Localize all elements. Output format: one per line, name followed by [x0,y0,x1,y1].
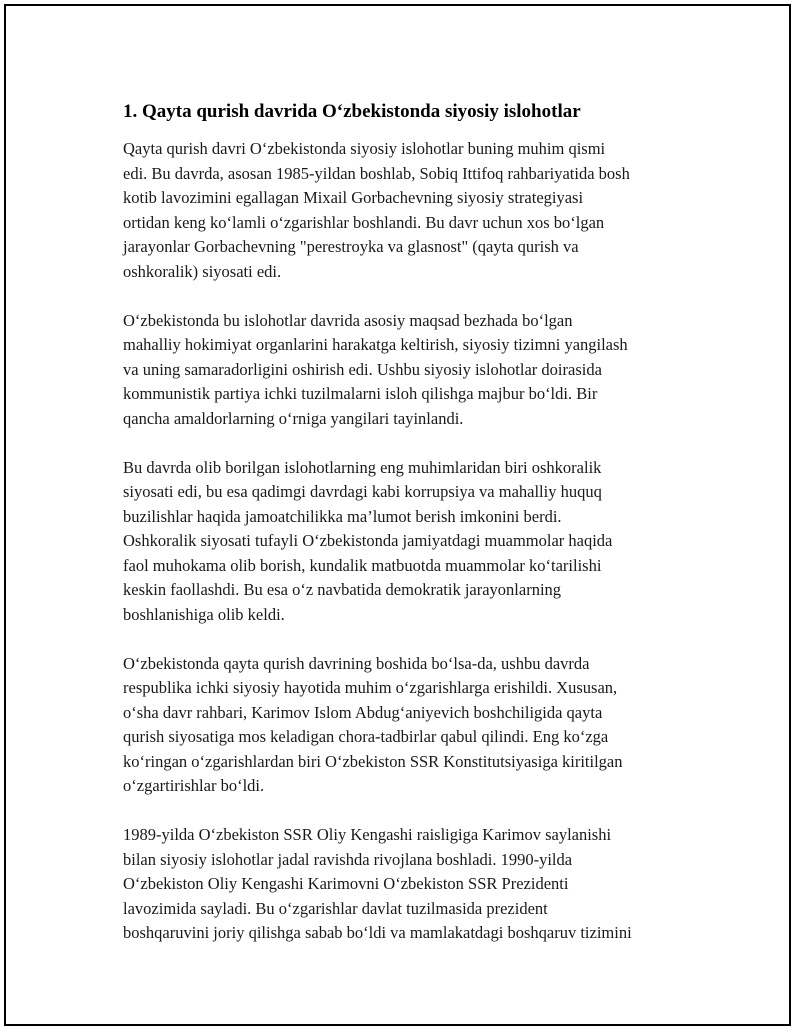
paragraph-5 [123,823,703,946]
paragraph-line: faol muhokama olib borish, kundalik matbuotda muammolar ko‘tarilishi [123,555,602,575]
paragraph-line: 1989-yilda O‘zbekiston SSR Oliy Kengashi raisligiga Karimov saylanishi [123,825,612,844]
paragraph-line: O‘zbekistonda bu islohotlar davrida asosiy maqsad bezhada bo‘lgan [123,310,573,330]
paragraph-line: siyosati edi, bu esa qadimgi davrdagi kabi korrupsiya va mahalliy huquq [123,482,602,501]
paragraph-line: respublika ichki siyosiy hayotida muhim o‘zgarishlarga erishildi. Xususan, [123,678,618,697]
section-heading: 1. Qayta qurish davrida O‘zbekistonda siyosiy islohotlar [123,101,581,122]
document-page [4,4,791,1026]
paragraph-line: Bu davrda olib borilgan islohotlarning eng muhimlaridan biri oshkoralik [123,457,602,477]
paragraph-line: qurish siyosatiga mos keladigan chora-tadbirlar qabul qilindi. Eng ko‘zga [123,727,609,746]
paragraph-line: boshlanishiga olib keldi. [123,604,285,624]
paragraph-line: Qayta qurish davri O‘zbekistonda siyosiy islohotlar buning muhim qismi [123,139,606,158]
paragraph-line: buzilishlar haqida jamoatchilikka ma’lumot berish imkonini berdi. [123,506,562,526]
paragraph-line: Oshkoralik siyosati tufayli O‘zbekistonda jamiyatdagi muammolar haqida [123,531,613,550]
paragraph-line: qancha amaldorlarning o‘rniga yangilari tayinlandi. [123,408,464,428]
document-content [123,99,703,970]
paragraph-3 [123,456,703,628]
paragraph-2 [123,309,703,432]
paragraph-line: kommunistik partiya ichki tuzilmalarni isloh qilishga majbur bo‘ldi. Bir [123,384,598,403]
paragraph-line: boshqaruvini joriy qilishga sabab bo‘ldi va mamlakatdagi boshqaruv tizimini [123,923,632,942]
paragraph-line: mahalliy hokimiyat organlarini harakatga keltirish, siyosiy tizimni yangilash [123,335,628,354]
paragraph-line: O‘zbekiston Oliy Kengashi Karimovni O‘zbekiston SSR Prezidenti [123,874,569,893]
paragraph-line: jarayonlar Gorbachevning "perestroyka va glasnost" (qayta qurish va [123,237,579,256]
paragraph-line: lavozimida sayladi. Bu o‘zgarishlar davlat tuzilmasida prezident [123,898,548,918]
paragraph-line: ko‘ringan o‘zgarishlardan biri O‘zbekiston SSR Konstitutsiyasiga kiritilgan [123,751,623,771]
paragraph-line: O‘zbekistonda qayta qurish davrining boshida bo‘lsa-da, ushbu davrda [123,653,590,673]
paragraph-line: va uning samaradorligini oshirish edi. Ushbu siyosiy islohotlar doirasida [123,359,602,379]
paragraph-line: o‘sha davr rahbari, Karimov Islom Abdug‘aniyevich boshchiligida qayta [123,702,603,722]
paragraph-line: keskin faollashdi. Bu esa o‘z navbatida demokratik jarayonlarning [123,580,562,599]
paragraph-1 [123,137,703,284]
paragraph-line: oshkoralik) siyosati edi. [123,261,282,281]
paragraph-4 [123,652,703,799]
paragraph-line: kotib lavozimini egallagan Mixail Gorbachevning siyosiy strategiyasi [123,188,584,207]
paragraph-line: bilan siyosiy islohotlar jadal ravishda rivojlana boshladi. 1990-yilda [123,849,573,869]
paragraph-line: ortidan keng ko‘lamli o‘zgarishlar boshlandi. Bu davr uchun xos bo‘lgan [123,212,605,232]
paragraph-line: edi. Bu davrda, asosan 1985-yildan boshlab, Sobiq Ittifoq rahbariyatida bosh [123,163,630,183]
paragraph-line: o‘zgartirishlar bo‘ldi. [123,776,265,795]
